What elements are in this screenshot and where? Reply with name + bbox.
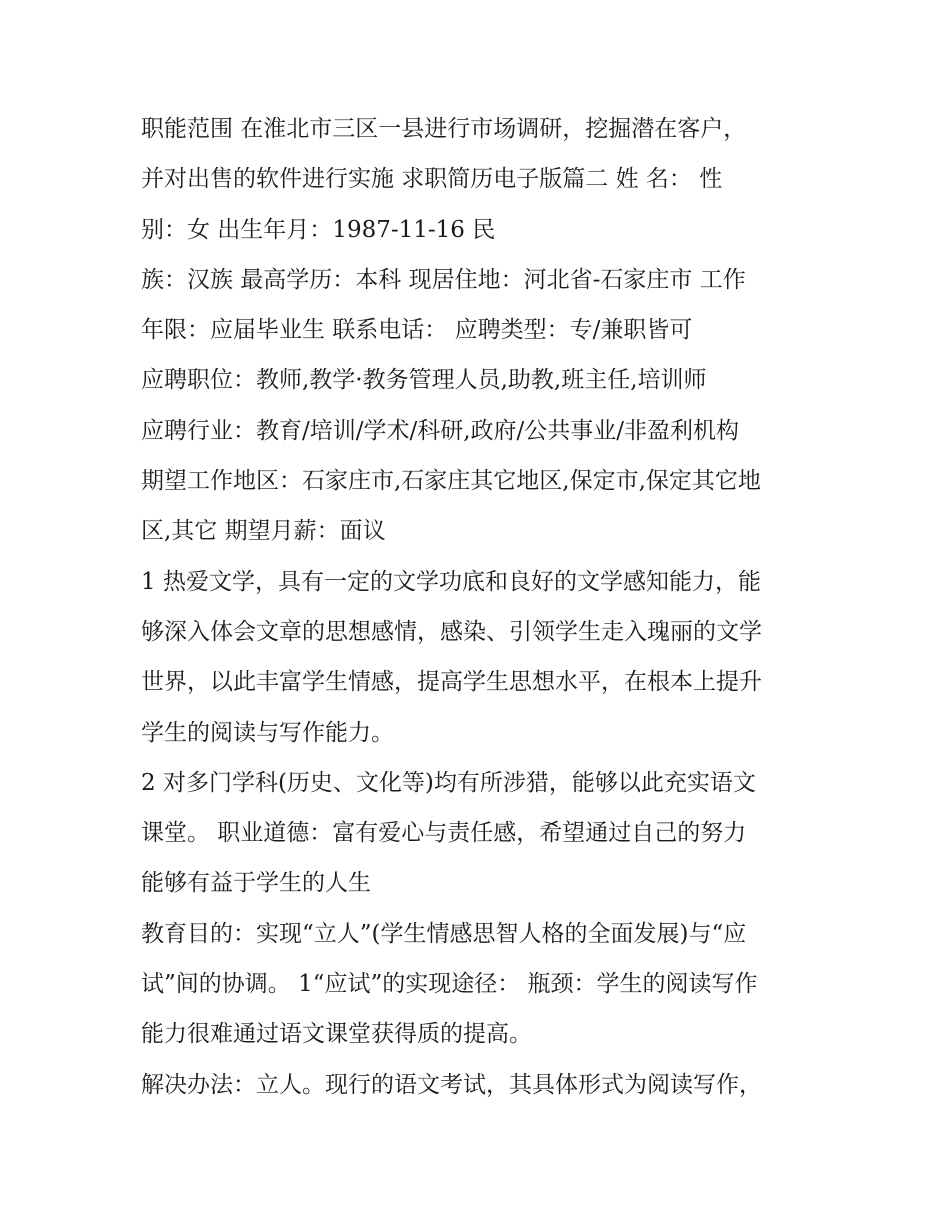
- text-line: 学生的阅读与写作能力。: [141, 719, 394, 746]
- text-line: 并对出售的软件进行实施 求职简历电子版篇二 姓 名： 性: [141, 166, 723, 193]
- text-line: 够深入体会文章的思想感情，感染、引领学生走入瑰丽的文学: [141, 618, 762, 645]
- text-line: 应聘行业：教育/培训/学术/科研,政府/公共事业/非盈利机构: [141, 417, 740, 444]
- text-line: 能够有益于学生的人生: [141, 870, 371, 897]
- text-line: 教育目的：实现“立人”(学生情感思智人格的全面发展)与“应: [141, 920, 747, 947]
- text-line: 世界，以此丰富学生情感，提高学生思想水平，在根本上提升: [141, 669, 762, 696]
- text-line: 解决办法：立人。现行的语文考试，其具体形式为阅读写作，: [141, 1071, 762, 1098]
- text-line: 族：汉族 最高学历：本科 现居住地：河北省-石家庄市 工作: [141, 266, 746, 293]
- text-line: 应聘职位：教师,教学·教务管理人员,助教,班主任,培训师: [141, 367, 707, 394]
- text-line: 区,其它 期望月薪：面议: [141, 518, 386, 545]
- text-line: 1 热爱文学，具有一定的文学功底和良好的文学感知能力，能: [141, 568, 761, 595]
- text-line: 课堂。 职业道德：富有爱心与责任感，希望通过自己的努力: [141, 820, 747, 847]
- text-line: 职能范围 在淮北市三区一县进行市场调研，挖掘潜在客户，: [141, 116, 747, 142]
- text-line: 期望工作地区：石家庄市,石家庄其它地区,保定市,保定其它地: [141, 468, 761, 495]
- text-line: 年限：应届毕业生 联系电话： 应聘类型：专/兼职皆可: [141, 317, 693, 344]
- text-line: 别：女 出生年月：1987-11-16 民: [141, 216, 496, 243]
- text-line: 能力很难通过语文课堂获得质的提高。: [141, 1021, 532, 1048]
- text-line: 试”间的协调。 1“应试”的实现途径： 瓶颈：学生的阅读写作: [141, 971, 758, 998]
- document-body: [141, 104, 821, 1110]
- text-line: 2 对多门学科(历史、文化等)均有所涉猎，能够以此充实语文: [141, 769, 756, 796]
